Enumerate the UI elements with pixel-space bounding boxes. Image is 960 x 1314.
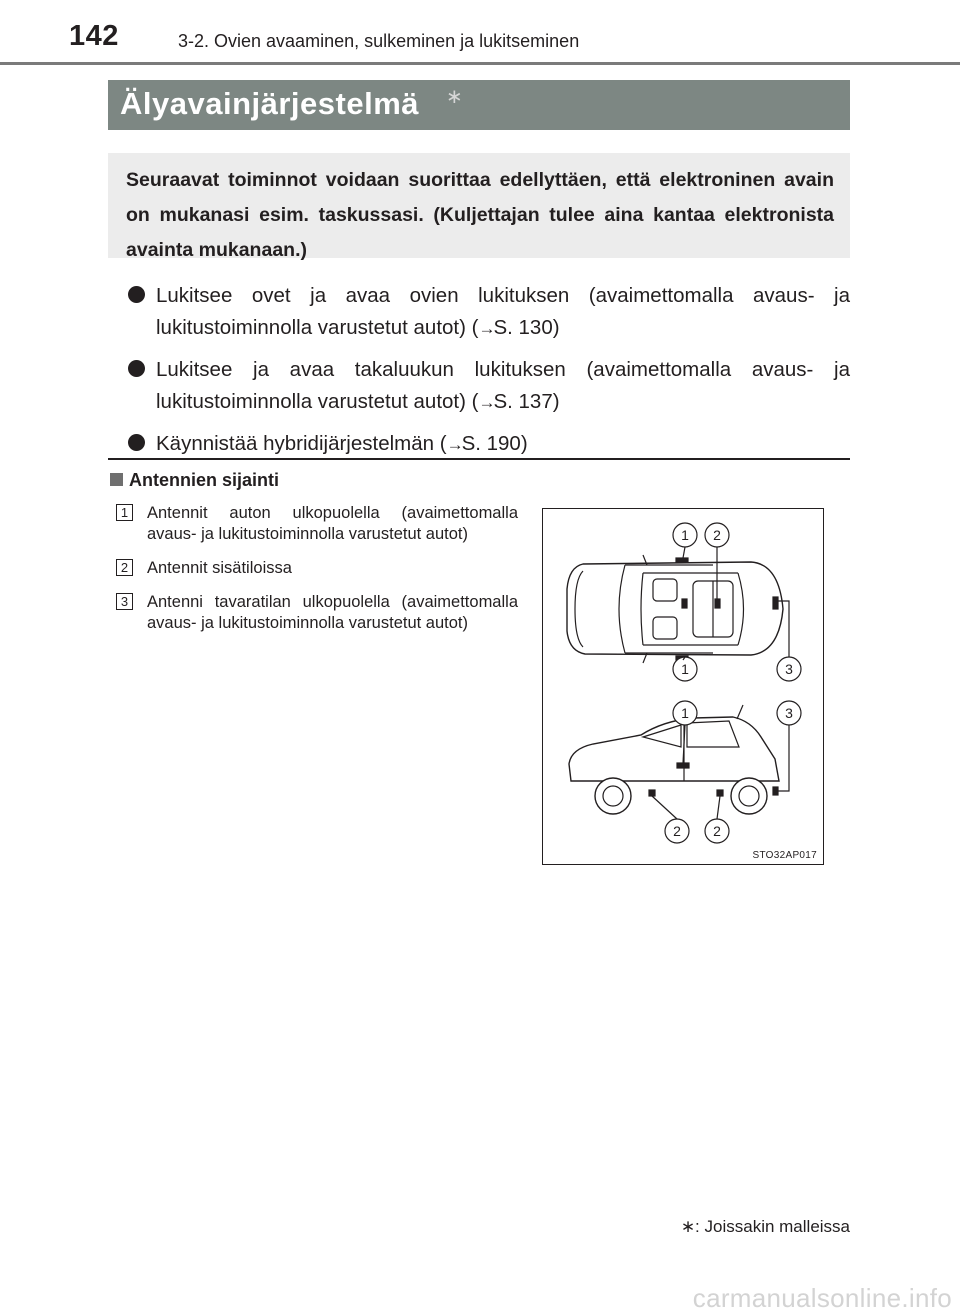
title-asterisk: ∗ xyxy=(446,86,463,108)
header-rule xyxy=(0,62,960,65)
antenna-location-figure xyxy=(542,508,824,865)
bullet-list xyxy=(128,280,850,470)
car-side-view xyxy=(569,701,801,843)
watermark: carmanualsonline.info xyxy=(692,1283,952,1313)
callout-label: 3 xyxy=(785,661,793,677)
bullet-icon xyxy=(128,434,145,451)
footnote: ∗: Joissakin malleissa xyxy=(680,1217,850,1236)
subsection-heading xyxy=(110,470,279,491)
legend-number-box: 2 xyxy=(116,559,133,576)
bullet-item xyxy=(128,280,850,345)
square-bullet-icon xyxy=(110,473,123,486)
bullet-text: Käynnistää hybridijärjestelmän ( xyxy=(156,432,447,455)
section-divider xyxy=(108,458,850,460)
intro-text: Seuraavat toiminnot voidaan suorittaa edellyttäen, että elektroninen avain on mukanasi esim. taskussasi. (Kuljettajan tulee aina kantaa elektronista avainta mukanaan.) xyxy=(126,169,834,261)
arrow-right-icon: → xyxy=(478,319,494,338)
page-reference-link[interactable]: S. 130) xyxy=(493,316,560,339)
callout-label: 1 xyxy=(681,527,689,543)
legend-number-box: 3 xyxy=(116,593,133,610)
running-header: 3-2. Ovien avaaminen, sulkeminen ja lukitseminen xyxy=(178,31,580,51)
page-reference-link[interactable]: S. 137) xyxy=(493,390,560,413)
title-bar xyxy=(108,80,850,130)
car-diagram xyxy=(543,509,825,866)
legend-item xyxy=(116,592,518,634)
intro-box xyxy=(108,153,850,261)
legend-text: Antennit auton ulkopuolella (avaimettomalla avaus- ja lukitustoiminnolla varustetut autot) xyxy=(147,504,518,543)
legend-item xyxy=(116,558,518,579)
callout-label: 2 xyxy=(713,823,721,839)
bullet-item xyxy=(128,428,850,461)
bullet-item xyxy=(128,354,850,419)
page-title: Älyavainjärjestelmä xyxy=(120,86,420,121)
legend-text: Antenni tavaratilan ulkopuolella (avaimettomalla avaus- ja lukitustoiminnolla varustetut autot) xyxy=(147,593,518,632)
bullet-icon xyxy=(128,360,145,377)
callout-label: 2 xyxy=(673,823,681,839)
legend-text: Antennit sisätiloissa xyxy=(147,559,292,577)
arrow-right-icon: → xyxy=(478,393,494,412)
callout-label: 1 xyxy=(681,705,689,721)
bullet-text: Lukitsee ovet ja avaa ovien lukituksen (avaimettomalla avaus- ja lukitustoiminnolla varustetut autot) ( xyxy=(156,284,850,339)
legend-number-box: 1 xyxy=(116,504,133,521)
page-reference-link[interactable]: S. 190) xyxy=(461,432,528,455)
callout-label: 2 xyxy=(713,527,721,543)
figure-code: STO32AP017 xyxy=(752,850,817,861)
subsection-heading-text: Antennien sijainti xyxy=(129,470,280,490)
bullet-icon xyxy=(128,286,145,303)
page-number: 142 xyxy=(69,20,119,52)
car-top-view xyxy=(567,523,801,681)
callout-label: 3 xyxy=(785,705,793,721)
bullet-text: Lukitsee ja avaa takaluukun lukituksen (avaimettomalla avaus- ja lukitustoiminnolla varustetut autot) ( xyxy=(156,358,850,413)
legend-item xyxy=(116,503,518,545)
callout-label: 1 xyxy=(681,661,689,677)
legend-list xyxy=(116,503,518,647)
arrow-right-icon: → xyxy=(446,435,462,454)
